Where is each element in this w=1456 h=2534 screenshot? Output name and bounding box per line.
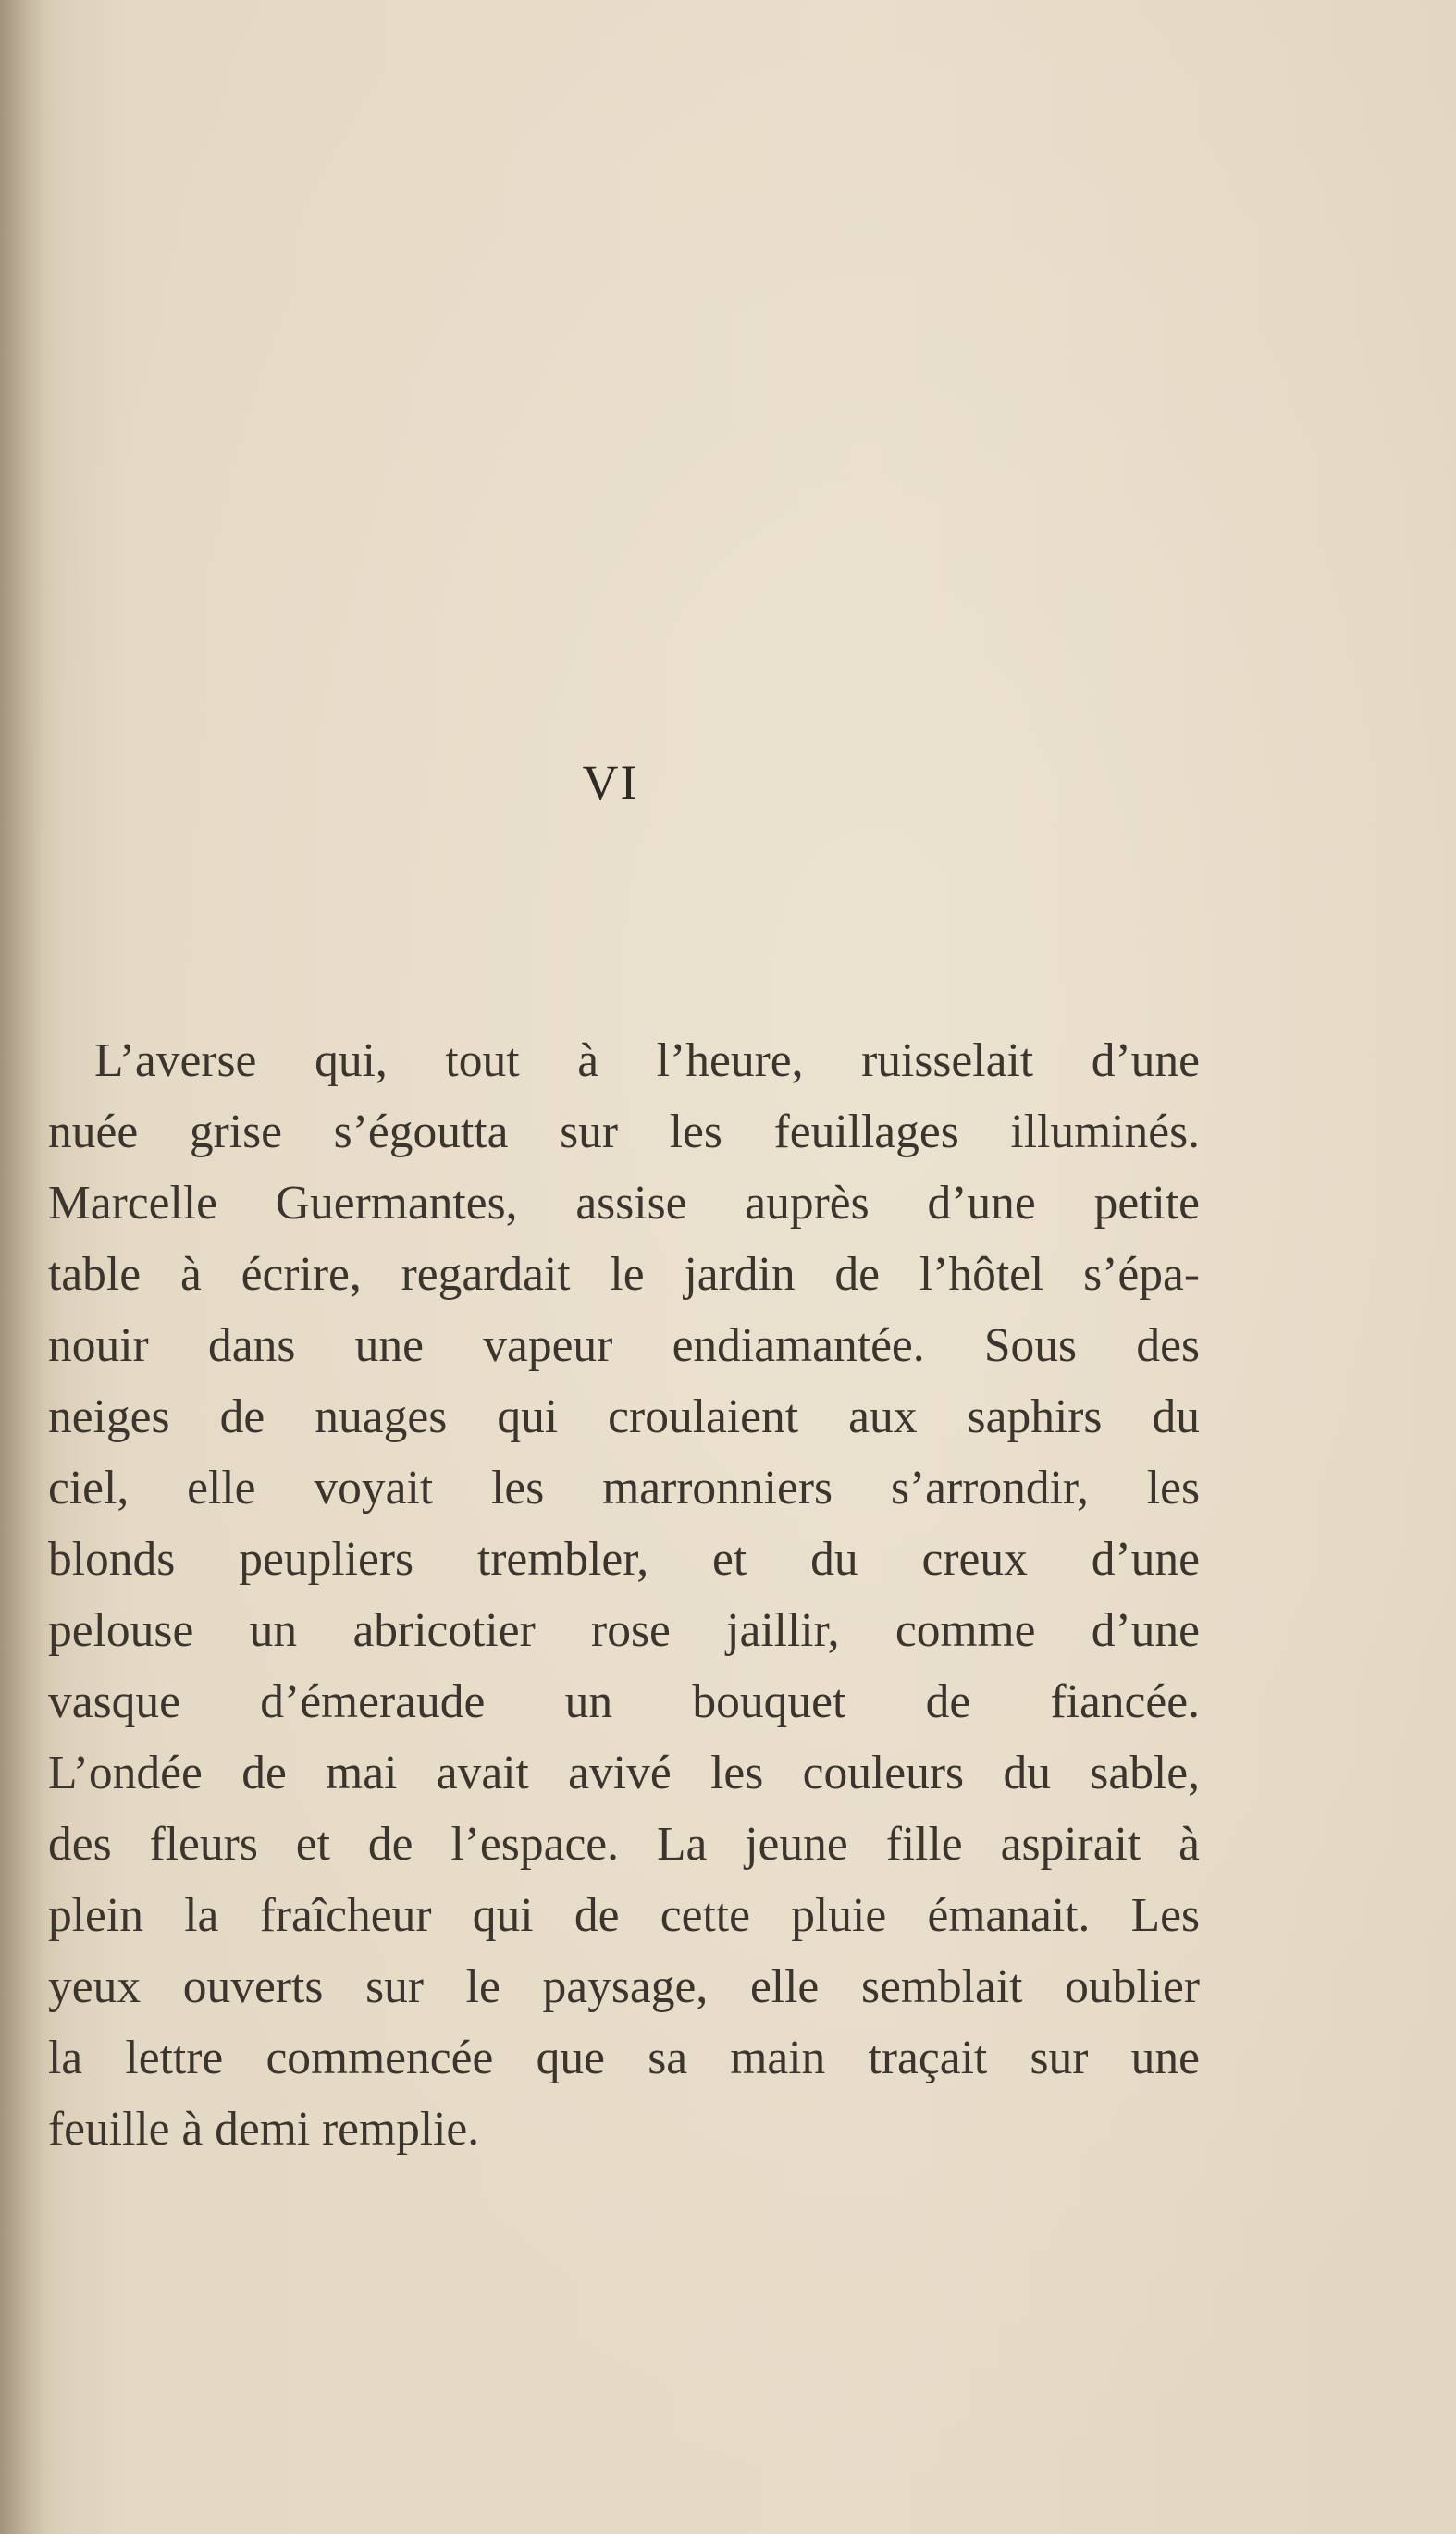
chapter-heading: VI <box>582 755 639 810</box>
text-line: feuille à demi remplie. <box>48 2103 480 2156</box>
text-line: vasque d’émeraude un bouquet de fiancée. <box>48 1675 1200 1728</box>
text-line: nuée grise s’égoutta sur les feuillages illuminés. <box>48 1106 1200 1158</box>
binding-shadow <box>0 0 44 2534</box>
text-line: ciel, elle voyait les marronniers s’arrondir, les <box>48 1462 1200 1514</box>
text-line: neiges de nuages qui croulaient aux saphirs du <box>48 1391 1200 1443</box>
text-line: Marcelle Guermantes, assise auprès d’une petite <box>48 1177 1200 1230</box>
text-line: nouir dans une vapeur endiamantée. Sous des <box>48 1319 1200 1372</box>
text-line: pelouse un abricotier rose jaillir, comme d’une <box>48 1604 1200 1657</box>
text-line: des fleurs et de l’espace. La jeune fille aspirait à <box>48 1818 1200 1871</box>
text-line: plein la fraîcheur qui de cette pluie émanait. Les <box>48 1889 1200 1942</box>
text-line: L’ondée de mai avait avivé les couleurs du sable, <box>48 1747 1200 1799</box>
body-paragraph <box>48 1025 1200 2165</box>
text-line: blonds peupliers trembler, et du creux d’une <box>48 1533 1200 1586</box>
text-line: table à écrire, regardait le jardin de l’hôtel s’épa- <box>48 1248 1200 1301</box>
text-line: la lettre commencée que sa main traçait sur une <box>48 2032 1200 2084</box>
text-line: yeux ouverts sur le paysage, elle semblait oublier <box>48 1960 1200 2013</box>
text-line: L’averse qui, tout à l’heure, ruisselait d’une <box>94 1034 1200 1087</box>
